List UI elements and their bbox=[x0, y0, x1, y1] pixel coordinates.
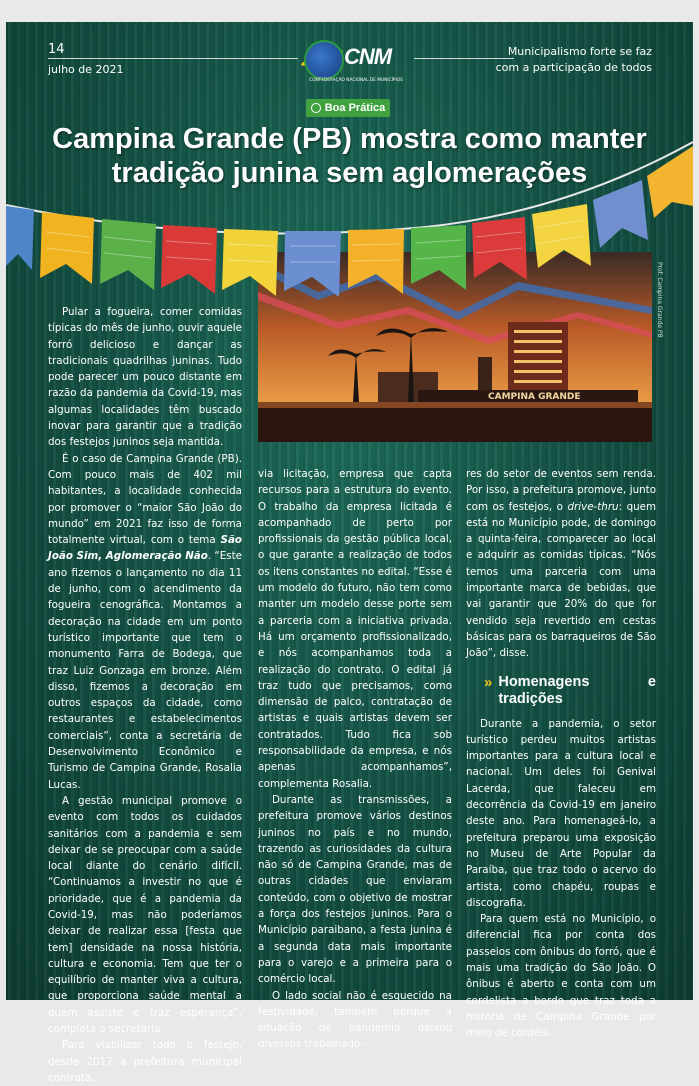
col2-paragraph-3: O lado social não é esquecido na festividade, também porque a situação de pandemia deixou diversos trabalhado- bbox=[258, 989, 452, 1051]
col3-p1-end: : quem está no Município pode, de domingo a quinta-feira, comparecer ao local e adquirir as comidas típicas. “Nós temos uma parceria com uma importante marca de bebidas, que vai garantir que 20% do que for vendido seja revertido em cestas básicas para os barraqueiros de São João”, disse. bbox=[466, 500, 656, 660]
chevron-right-icon: » bbox=[484, 673, 493, 691]
section-badge-label: Boa Prática bbox=[324, 102, 386, 114]
page-number: 14 bbox=[48, 42, 65, 57]
flag-1 bbox=[6, 206, 34, 270]
col2-paragraph-1: via licitação, empresa que capta recursos para a estrutura do evento. O trabalho da empresa licitada é acompanhado de perto por profissionais da gestão pública local, o que garante a realização de todos os itens constantes no edital. “Esse é um modelo do futuro, não tem como manter um modelo desse porte sem a parceria com a iniciativa privada. Há um orçamento profissionalizado, e nós acompanhamos toda a realização do contrato. O edital já traz tudo que precisamos, como dimensão de palco, contratação de artistas e quais artistas devem ser contratados. Tudo fica sob responsabilidade da empresa, e nós apenas acompanhamos”, complementa Rosalia. bbox=[258, 468, 452, 790]
flag-7 bbox=[348, 229, 404, 294]
column-1 bbox=[48, 304, 242, 1086]
flag-5 bbox=[222, 229, 278, 296]
column-3 bbox=[466, 466, 656, 1042]
col1-p2-theme: São João Sim, Aglomeração Não bbox=[48, 534, 242, 563]
magazine-page bbox=[6, 22, 693, 1084]
subheading bbox=[484, 674, 656, 708]
col1-paragraph-3: A gestão municipal promove o evento com todos os cuidados sanitários com a pandemia e sem deixar de se preocupar com a saúde local diante do cenário difícil. “Continuamos a investir no que é prioridade, que é a pandemia da Covid-19, mas não poderíamos deixar de realizar essa [festa que tem] densidade na nossa história, cultura e economia. Tem que ter o equilíbrio de manter viva a cultura, que proporciona saúde mental a quem assiste e traz esperança”, completa a secretária. bbox=[48, 794, 242, 1036]
title-line1: Campina Grande (PB) mostra como manter bbox=[52, 123, 647, 155]
logo-subtitle: CONFEDERAÇÃO NACIONAL DE MUNICÍPIOS bbox=[309, 78, 403, 83]
col3-paragraph-2: Durante a pandemia, o setor turístico perdeu muitos artistas importantes para a cultura local e nacional. Um deles foi Genival Lacerda, que faleceu em decorrência da Covid-19 em janeiro deste ano. Para homenageá-lo, a prefeitura preparou uma exposição no Museu de Arte Popular da Paraíba, que traz todo o acervo do artista, como chapéu, roupas e discografia. bbox=[466, 717, 656, 909]
col2-paragraph-2: Durante as transmissões, a prefeitura promove vários destinos juninos no país e no mundo, trazendo as curiosidades da cultura não só de Campina Grande, mas de outras cidades que enviaram conteúdo, com o objetivo de mostrar a força dos festejos juninos. Para o Município paraibano, a festa junina é a segunda data mais importante para o varejo e a primeira para o comércio local. bbox=[258, 793, 452, 986]
flag-12 bbox=[647, 146, 693, 218]
subheading-text: Homenagens e tradições bbox=[498, 673, 656, 707]
col3-p1-start: res do setor de eventos sem renda. Por isso, a prefeitura promove, junto com os festejos, o bbox=[466, 468, 656, 513]
col1-paragraph-1: Pular a fogueira, comer comidas típicas do mês de junho, ouvir aquele forró delicioso e dançar as tradicionais quadrilhas juninas. Tudo pode parecer um pouco distante em razão da pandemia da Covid-19, mas algumas localidades têm buscado inovar para garantir que a tradição dos festejos juninos seja mantida. bbox=[48, 306, 242, 449]
col1-p2-end: . “Este ano fizemos o lançamento no dia 11 de junho, com o acendimento da fogueira cenográfica. Montamos a decoração na cidade em um ponto turístico importante que tem o monumento Farra de Bodega, que traz Luiz Gonzaga em bronze. Além disso, fizemos a decoração em outros espaços da cidade, como restaurantes e estabelecimentos comerciais”, conta a secretária de Desenvolvimento Econômico e Turismo de Campina Grande, Rosalia Lucas. bbox=[48, 550, 243, 791]
title-line2: tradição junina sem aglomerações bbox=[111, 157, 588, 189]
col3-paragraph-3: Para quem está no Município, o diferencial fica por conta dos passeios com ônibus do forró, que é mais uma tradição do São João. O ônibus é aberto e conta com um cordelista a bordo que traz toda a história de Campina Grande por meio de cordéis. bbox=[466, 913, 656, 1040]
issue-date: julho de 2021 bbox=[48, 63, 124, 76]
col3-p1-drive-thru: drive-thru bbox=[567, 500, 619, 513]
flag-11 bbox=[593, 180, 648, 248]
bunting-decoration bbox=[6, 22, 693, 322]
column-2 bbox=[258, 466, 452, 1053]
tagline-line1: Municipalismo forte se faz bbox=[507, 45, 652, 58]
flag-3 bbox=[100, 219, 156, 290]
tagline-line2: com a participação de todos bbox=[495, 61, 652, 74]
col1-paragraph-4: Para viabilizar todo o festejo, desde 2017 a prefeitura municipal contrata, bbox=[48, 1039, 242, 1084]
col1-paragraph-2 bbox=[48, 451, 242, 793]
photo-sign-text: CAMPINA GRANDE bbox=[488, 392, 581, 402]
logo-text: CNM bbox=[344, 44, 392, 69]
flag-6 bbox=[284, 231, 341, 297]
photo-credit: Prof: Campina Grande PB bbox=[656, 262, 663, 338]
col3-paragraph-1 bbox=[466, 466, 656, 662]
col1-p2-start: É o caso de Campina Grande (PB). Com pouco mais de 402 mil habitantes, a localidade conhecida por promover o “maior São João do mundo” em 2021 faz isso de forma totalmente virtual, com o tema bbox=[48, 452, 242, 547]
